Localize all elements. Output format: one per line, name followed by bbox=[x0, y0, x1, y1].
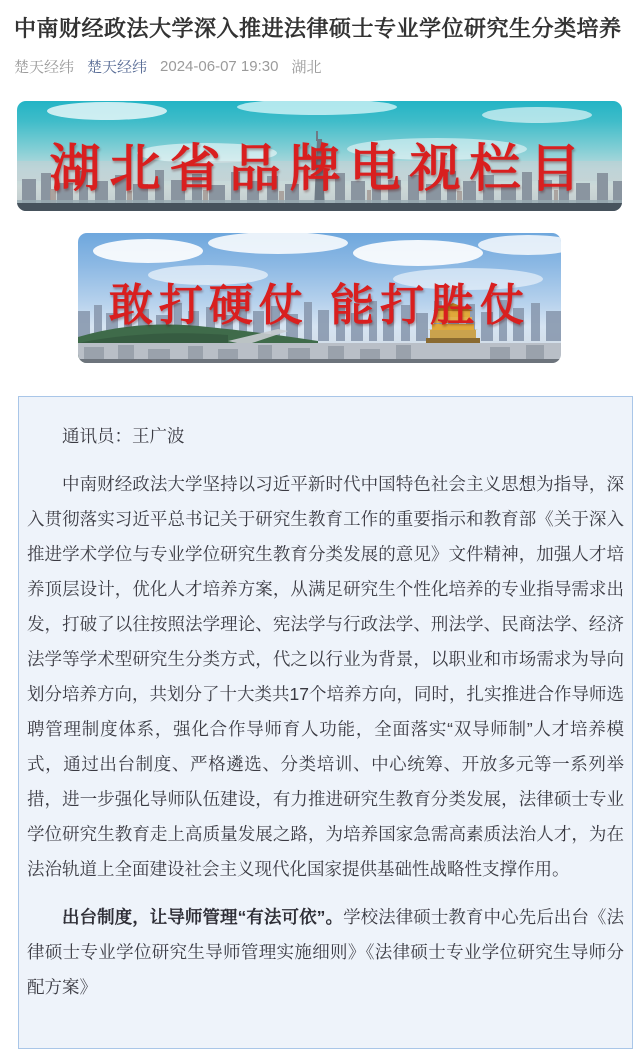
banner1-calligraphy-text: 湖北省品牌电视栏目 bbox=[49, 139, 590, 199]
article-page bbox=[0, 14, 639, 997]
byline bbox=[14, 56, 625, 77]
byline-account-link[interactable]: 楚天经纬 bbox=[87, 59, 148, 76]
banner-image-hubei-tv bbox=[17, 101, 622, 211]
article-body-box bbox=[18, 396, 633, 1049]
body-paragraph-1: 中南财经政法大学坚持以习近平新时代中国特色社会主义思想为指导，深入贯彻落实习近平总书记关于研究生教育工作的重要指示和教育部《关于深入推进学术学位与专业学位研究生教育分类发展的意见》文件精神，加强人才培养顶层设计，优化人才培养方案，从满足研究生个性化培养的专业指导需求出发，打破了以往按照法学理论、宪法学与行政法学、刑法学、民商法学、经济法学等学术型研究生分类方式，代之以行业为背景，以职业和市场需求为导向划分培养方向，共划分了十大类共17个培养方向，同时，扎实推进合作导师选聘管理制度体系，强化合作导师育人功能，全面落实“双导师制”人才培养模式，通过出台制度、严格遴选、分类培训、中心统筹、开放多元等一系列举措，进一步强化导师队伍建设，有力推进研究生教育分类发展，法律硕士专业学位研究生教育走上高质量发展之路，为培养国家急需高素质法治人才，为在法治轨道上全面建设社会主义现代化国家提供基础性战略性支撑作用。 bbox=[27, 474, 624, 879]
byline-source: 楚天经纬 bbox=[14, 59, 75, 76]
paragraph-2-bold-lead: 出台制度，让导师管理“有法可依”。 bbox=[62, 907, 344, 927]
banner-image-slogan bbox=[78, 233, 561, 363]
banner2-calligraphy-text: 敢打硬仗 能打胜仗 bbox=[108, 280, 531, 331]
page-title: 中南财经政法大学深入推进法律硕士专业学位研究生分类培养 bbox=[14, 16, 622, 41]
byline-datetime: 2024-06-07 19:30 bbox=[160, 58, 279, 75]
byline-location: 湖北 bbox=[291, 59, 322, 76]
body-paragraph-2 bbox=[27, 900, 624, 1005]
paragraph-2-rest: 学校法律硕士教育中心先后出台《法律硕士专业学位研究生导师管理实施细则》《法律硕士专业学位研究生导师分配方案》 bbox=[27, 907, 624, 997]
correspondent-line: 通讯员：王广波 bbox=[62, 426, 185, 446]
